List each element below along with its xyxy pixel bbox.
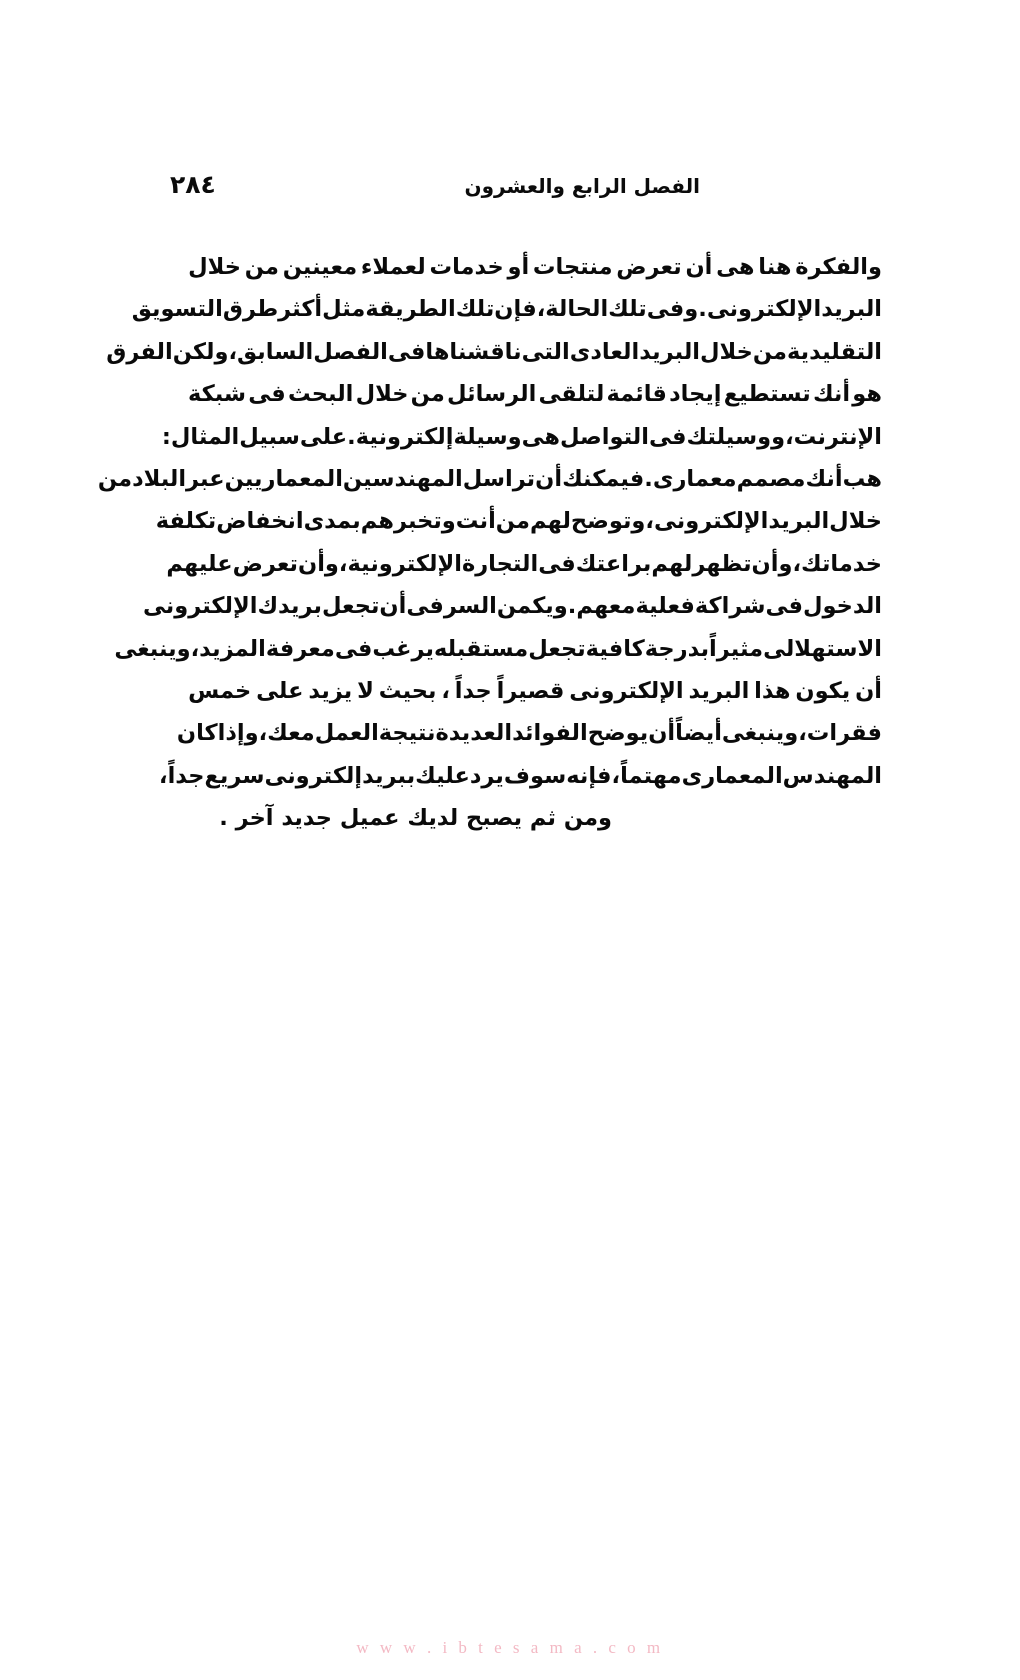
body-word: بريدك [257,593,322,620]
body-word: تكلفة [155,508,217,535]
body-word: مستقبله [434,635,529,662]
body-word: على [256,677,304,704]
body-word: المثال [170,423,240,450]
body-word: هذا [754,677,791,704]
body-word: أن [379,593,407,620]
body-line [155,500,882,542]
body-word: ، [536,296,546,323]
body-word: بحيث [378,677,437,704]
body-word: بمدى [303,508,361,535]
body-line [114,628,882,670]
body-word: هب [842,465,882,492]
body-line [161,416,882,458]
body-word: . [644,465,653,492]
body-line [188,670,882,712]
body-word: الفصل [313,338,388,365]
body-word: يوضح [587,720,649,747]
body-word: جداً [454,677,492,704]
body-line [97,458,882,500]
body-word: قصيراً [496,677,565,704]
body-word: العادى [569,338,640,365]
body-word: لهم [651,550,693,577]
body-word: معهم [576,593,636,620]
body-word: إلكترونى [264,762,363,789]
body-word: فى [248,381,286,408]
body-line [188,797,882,839]
body-word: هنا [758,254,792,280]
body-word: والفكرة [795,254,882,280]
body-word: الدخول [802,593,882,620]
body-word: العمل [314,720,379,747]
body-word: التجارة [461,550,539,577]
body-word: هى [716,254,755,280]
body-word: لا [357,677,374,704]
body-word: تعرض [616,254,682,280]
body-word: مثيراً [709,635,764,662]
body-line [143,585,882,627]
body-word: بدرجة [644,635,710,662]
body-word: من [495,508,530,535]
body-line [106,331,882,373]
body-word: خدمات [429,254,504,280]
body-word: العديدة [435,720,513,747]
body-word: ، [611,762,621,789]
body-word: الإلكترونى [143,593,258,620]
body-word: البلاد [132,465,187,492]
body-word: . [698,296,707,323]
body-word: مثل [322,296,366,323]
body-word: فى [406,593,444,620]
body-word: إلكترونية [355,423,454,450]
body-word: فى [387,338,426,365]
body-word: ، [159,762,168,789]
body-word: السابق [237,338,314,365]
body-word: الرسائل [447,381,537,408]
body-word: انخفاض [216,508,304,535]
body-word: أن [855,677,882,704]
body-word: أيضاً [675,720,722,747]
body-word: التى [521,338,570,365]
body-line [166,543,882,585]
body-word: من [752,338,787,365]
body-word: ، [190,635,200,662]
body-word: فإن [494,296,537,323]
body-word: شبكة [188,381,247,408]
body-word: الإلكترونى [706,296,822,323]
body-word: تستطيع [723,381,811,408]
body-word: طرق [222,296,279,323]
body-word: قائمة [606,381,667,408]
body-word: ويكمن [496,593,568,620]
body-word: الفرق [106,338,173,365]
body-word: أن [535,465,563,492]
body-word: من [97,465,133,492]
body-word: ، [258,720,268,747]
body-word: معرفة [265,635,335,662]
body-word: كان [176,720,218,747]
body-word: جداً [167,762,205,789]
body-word: أكثر [278,296,323,323]
body-word: كافية [585,635,645,662]
body-word: منتجات [532,254,613,280]
site-watermark: w w w . i b t e s a m a . c o m [356,1638,664,1657]
body-word: ، [228,338,238,365]
body-word: تلك [608,296,647,323]
body-word: التسويق [131,296,223,323]
body-word: تراسل [462,465,536,492]
body-word: ولكن [172,338,229,365]
body-word: يرغب [372,635,434,662]
body-word: وتخبرهم [360,508,456,535]
body-line [159,755,882,797]
body-word: وسيلة [453,423,522,450]
body-word: خلال [355,381,409,408]
body-word: براعتك [575,550,652,577]
body-word: الإلكترونى [569,677,684,704]
body-word: الحالة [545,296,609,323]
body-line-text: ومن ثم يصبح لديك عميل جديد آخر . [219,805,612,832]
body-word: . [347,423,356,450]
page-number: ٢٨٤ [170,170,216,199]
body-word: ببريد [362,762,416,789]
body-word: تلك [455,296,495,323]
body-word: فى [648,423,687,450]
body-word: وأن [751,550,793,577]
body-word: تجعل [321,593,380,620]
body-word: فقرات [806,720,882,747]
body-word: ، [785,423,794,450]
body-word: يرد [469,762,504,789]
body-word: المزيد [199,635,266,662]
body-word: فعلية [635,593,695,620]
body-word: معينين [282,254,358,280]
body-word: يكون [795,677,851,704]
body-word: فى [538,550,576,577]
body-word: لهم [529,508,571,535]
body-line [131,288,882,330]
body-word: هو [852,381,882,408]
body-word: أن [685,254,713,280]
body-word: ، [645,508,654,535]
body-word: الإلكترونية [347,550,462,577]
body-word: أو [507,254,530,280]
body-word: ، [441,677,450,704]
body-word: أن [648,720,676,747]
body-text-block [97,246,882,839]
body-word: المعماريين [224,465,343,492]
body-word: السر [443,593,497,620]
body-word: وإذا [217,720,259,747]
chapter-title: الفصل الرابع والعشرون [464,174,700,198]
body-word: فى [765,593,803,620]
body-word: فإنه [566,762,612,789]
body-word: مهتماً [620,762,682,789]
running-head [170,172,850,212]
body-word: سوف [503,762,567,789]
body-word: نتيجة [378,720,436,747]
body-word: المعمارى [681,762,783,789]
body-word: الطريقة [365,296,456,323]
body-word: وينبغى [721,720,799,747]
body-word: التواصل [559,423,649,450]
body-word: مصمم [736,465,806,492]
body-word: فيمكنك [562,465,645,492]
body-word: من [410,381,445,408]
body-word: المهندسين [342,465,463,492]
body-word: هى [521,423,560,450]
body-word: إيجاد [669,381,722,408]
body-word: وتوضح [570,508,646,535]
body-word: عليهم [166,550,233,577]
body-word: البريد [821,296,882,323]
body-word: البريد [639,338,700,365]
body-word: عليك [415,762,470,789]
body-word: الفوائد [512,720,588,747]
body-word: فى [334,635,373,662]
body-line [176,712,882,754]
body-word: خلال [699,338,753,365]
body-word: خمس [188,677,252,704]
body-word: الإلكترونى [653,508,769,535]
body-word: التقليدية [787,338,882,365]
body-word: وينبغى [114,635,191,662]
body-word: ووسيلتك [686,423,786,450]
body-word: سبيل [239,423,300,450]
body-word: خلال [829,508,882,535]
body-word: معك [267,720,315,747]
body-word: أنك [805,465,843,492]
body-word: يزيد [308,677,353,704]
body-word: عبر [186,465,225,492]
body-line [188,246,882,288]
body-word: أنت [455,508,496,535]
body-word: شراكة [694,593,766,620]
body-word: ، [792,550,801,577]
body-word: خلال [188,254,241,280]
body-word: سريع [204,762,265,789]
body-word: من [244,254,279,280]
body-word: ، [338,550,348,577]
body-word: المهندس [782,762,882,789]
body-word: تظهر [692,550,752,577]
body-word: أنك [812,381,851,408]
body-line [188,373,882,415]
body-word: ، [798,720,807,747]
body-word: الاستهلالى [763,635,882,662]
body-word: معمارى [652,465,737,492]
body-word: تعرض [232,550,299,577]
body-word: خدماتك [801,550,882,577]
body-word: لعملاء [360,254,426,280]
body-word: البريد [688,677,750,704]
body-word: الإنترنت [793,423,882,450]
body-word: البحث [287,381,354,408]
body-word: . [567,593,577,620]
body-word: لتلقى [538,381,605,408]
body-word: وأن [298,550,339,577]
body-word: البريد [768,508,830,535]
body-word: وفى [646,296,699,323]
body-word: : [161,423,171,450]
body-word: تجعل [528,635,586,662]
body-word: على [299,423,348,450]
body-word: ناقشناها [425,338,522,365]
